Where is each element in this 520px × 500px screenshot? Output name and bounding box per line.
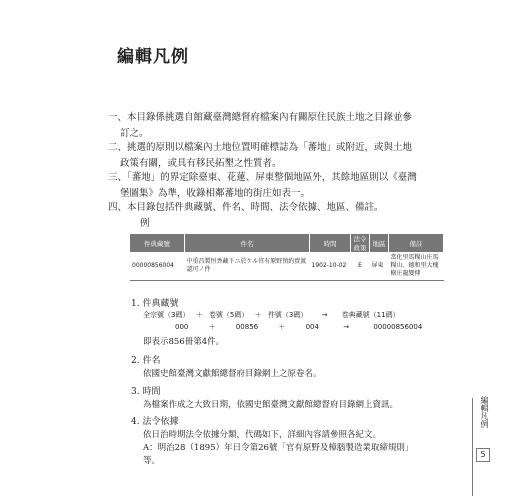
formula-part: 卷號（5碼） xyxy=(208,311,249,319)
formula-part: ＋ xyxy=(254,311,262,319)
table-cell: 00000856004 xyxy=(130,252,185,281)
section-4-line-2: A：明治28（1895）年日令第26號「官有原野及樟腦製造業取締規則」等。 xyxy=(143,443,414,466)
formula-part: ＋ xyxy=(208,323,216,331)
section-3-line: 為檔案作成之大致日期，依國史館臺灣文獻館總督府目錄網上資訊。 xyxy=(143,400,399,410)
table-header: 件典藏號 xyxy=(130,234,185,252)
rule-2: 二、挑選的原則以檔案內土地位置明確標誌為「蕃地」或附近，或與土地政策有關，或具有移民拓墾之性質者。 xyxy=(108,142,413,169)
table-cell: 中重昌製恒香藏下ニ於ケル官有原野預約賣渡認可ノ件 xyxy=(185,252,310,281)
example-label: 例 xyxy=(140,218,150,229)
sidebar-divider xyxy=(472,398,473,496)
section-2-heading: 2. 件名 xyxy=(131,356,161,366)
formula-part: 00000856004 xyxy=(373,323,423,331)
sidebar-label: 編輯凡例 xyxy=(480,396,489,428)
section-4-line-1: 依日治時期法令依據分類，代碼如下，詳細內容請參照各紀文。 xyxy=(143,430,382,440)
formula-part: ＋ xyxy=(278,323,286,331)
table-header: 法令政策 xyxy=(351,234,370,252)
rule-4: 四、本目錄包括件典藏號、件名、時間、法令依據、地區、備註。 xyxy=(108,202,384,213)
table-header: 件名 xyxy=(185,234,310,252)
table-cell: 1902-10-02 xyxy=(310,252,351,281)
formula-part: ＋ xyxy=(195,311,203,319)
table-cell: E xyxy=(351,252,370,281)
table-header: 備註 xyxy=(389,234,444,252)
formula-part: 004 xyxy=(305,323,319,331)
section-3-heading: 3. 時間 xyxy=(131,387,161,397)
table-cell: 屏東 xyxy=(370,252,389,281)
table-header: 時間 xyxy=(310,234,351,252)
rule-3: 三、「蕃地」的界定除臺東、花蓮、屏東整個地區外，其餘地區則以《臺灣堡圖集》為準，收錄相鄰蕃地的街庄如表一。 xyxy=(108,172,417,199)
table-row xyxy=(130,252,444,281)
formula-part: 000 xyxy=(175,323,189,331)
section-4-heading: 4. 法令依據 xyxy=(131,417,179,427)
page-title: 編輯凡例 xyxy=(117,47,189,67)
formula-part: 00856 xyxy=(235,323,259,331)
formula-part: 件號（3碼） xyxy=(267,311,308,319)
example-table xyxy=(130,234,444,281)
formula-part: → xyxy=(343,323,350,331)
formula-row-1 xyxy=(143,310,463,320)
table-cell: 當化里馬糧山庄馬糧山、德和里大槐樹庄龍變傳 xyxy=(389,252,444,281)
rule-1: 一、本目錄係挑選自館藏臺灣總督府檔案內有關原住民族土地之目錄並參訂之。 xyxy=(108,112,413,139)
table-header: 地區 xyxy=(370,234,389,252)
formula-row-2 xyxy=(175,322,475,332)
section-1-heading: 1. 件典藏號 xyxy=(131,299,179,309)
formula-part: 卷典藏號（11碼） xyxy=(341,311,400,319)
formula-note: 即表示856冊第4件。 xyxy=(143,337,225,347)
formula-part: 全宗號（3碼） xyxy=(143,311,190,319)
formula-part: → xyxy=(321,311,328,319)
page-number: 5 xyxy=(476,448,490,462)
section-2-line: 依國史館臺灣文獻館總督府目錄網上之原卷名。 xyxy=(143,369,322,379)
